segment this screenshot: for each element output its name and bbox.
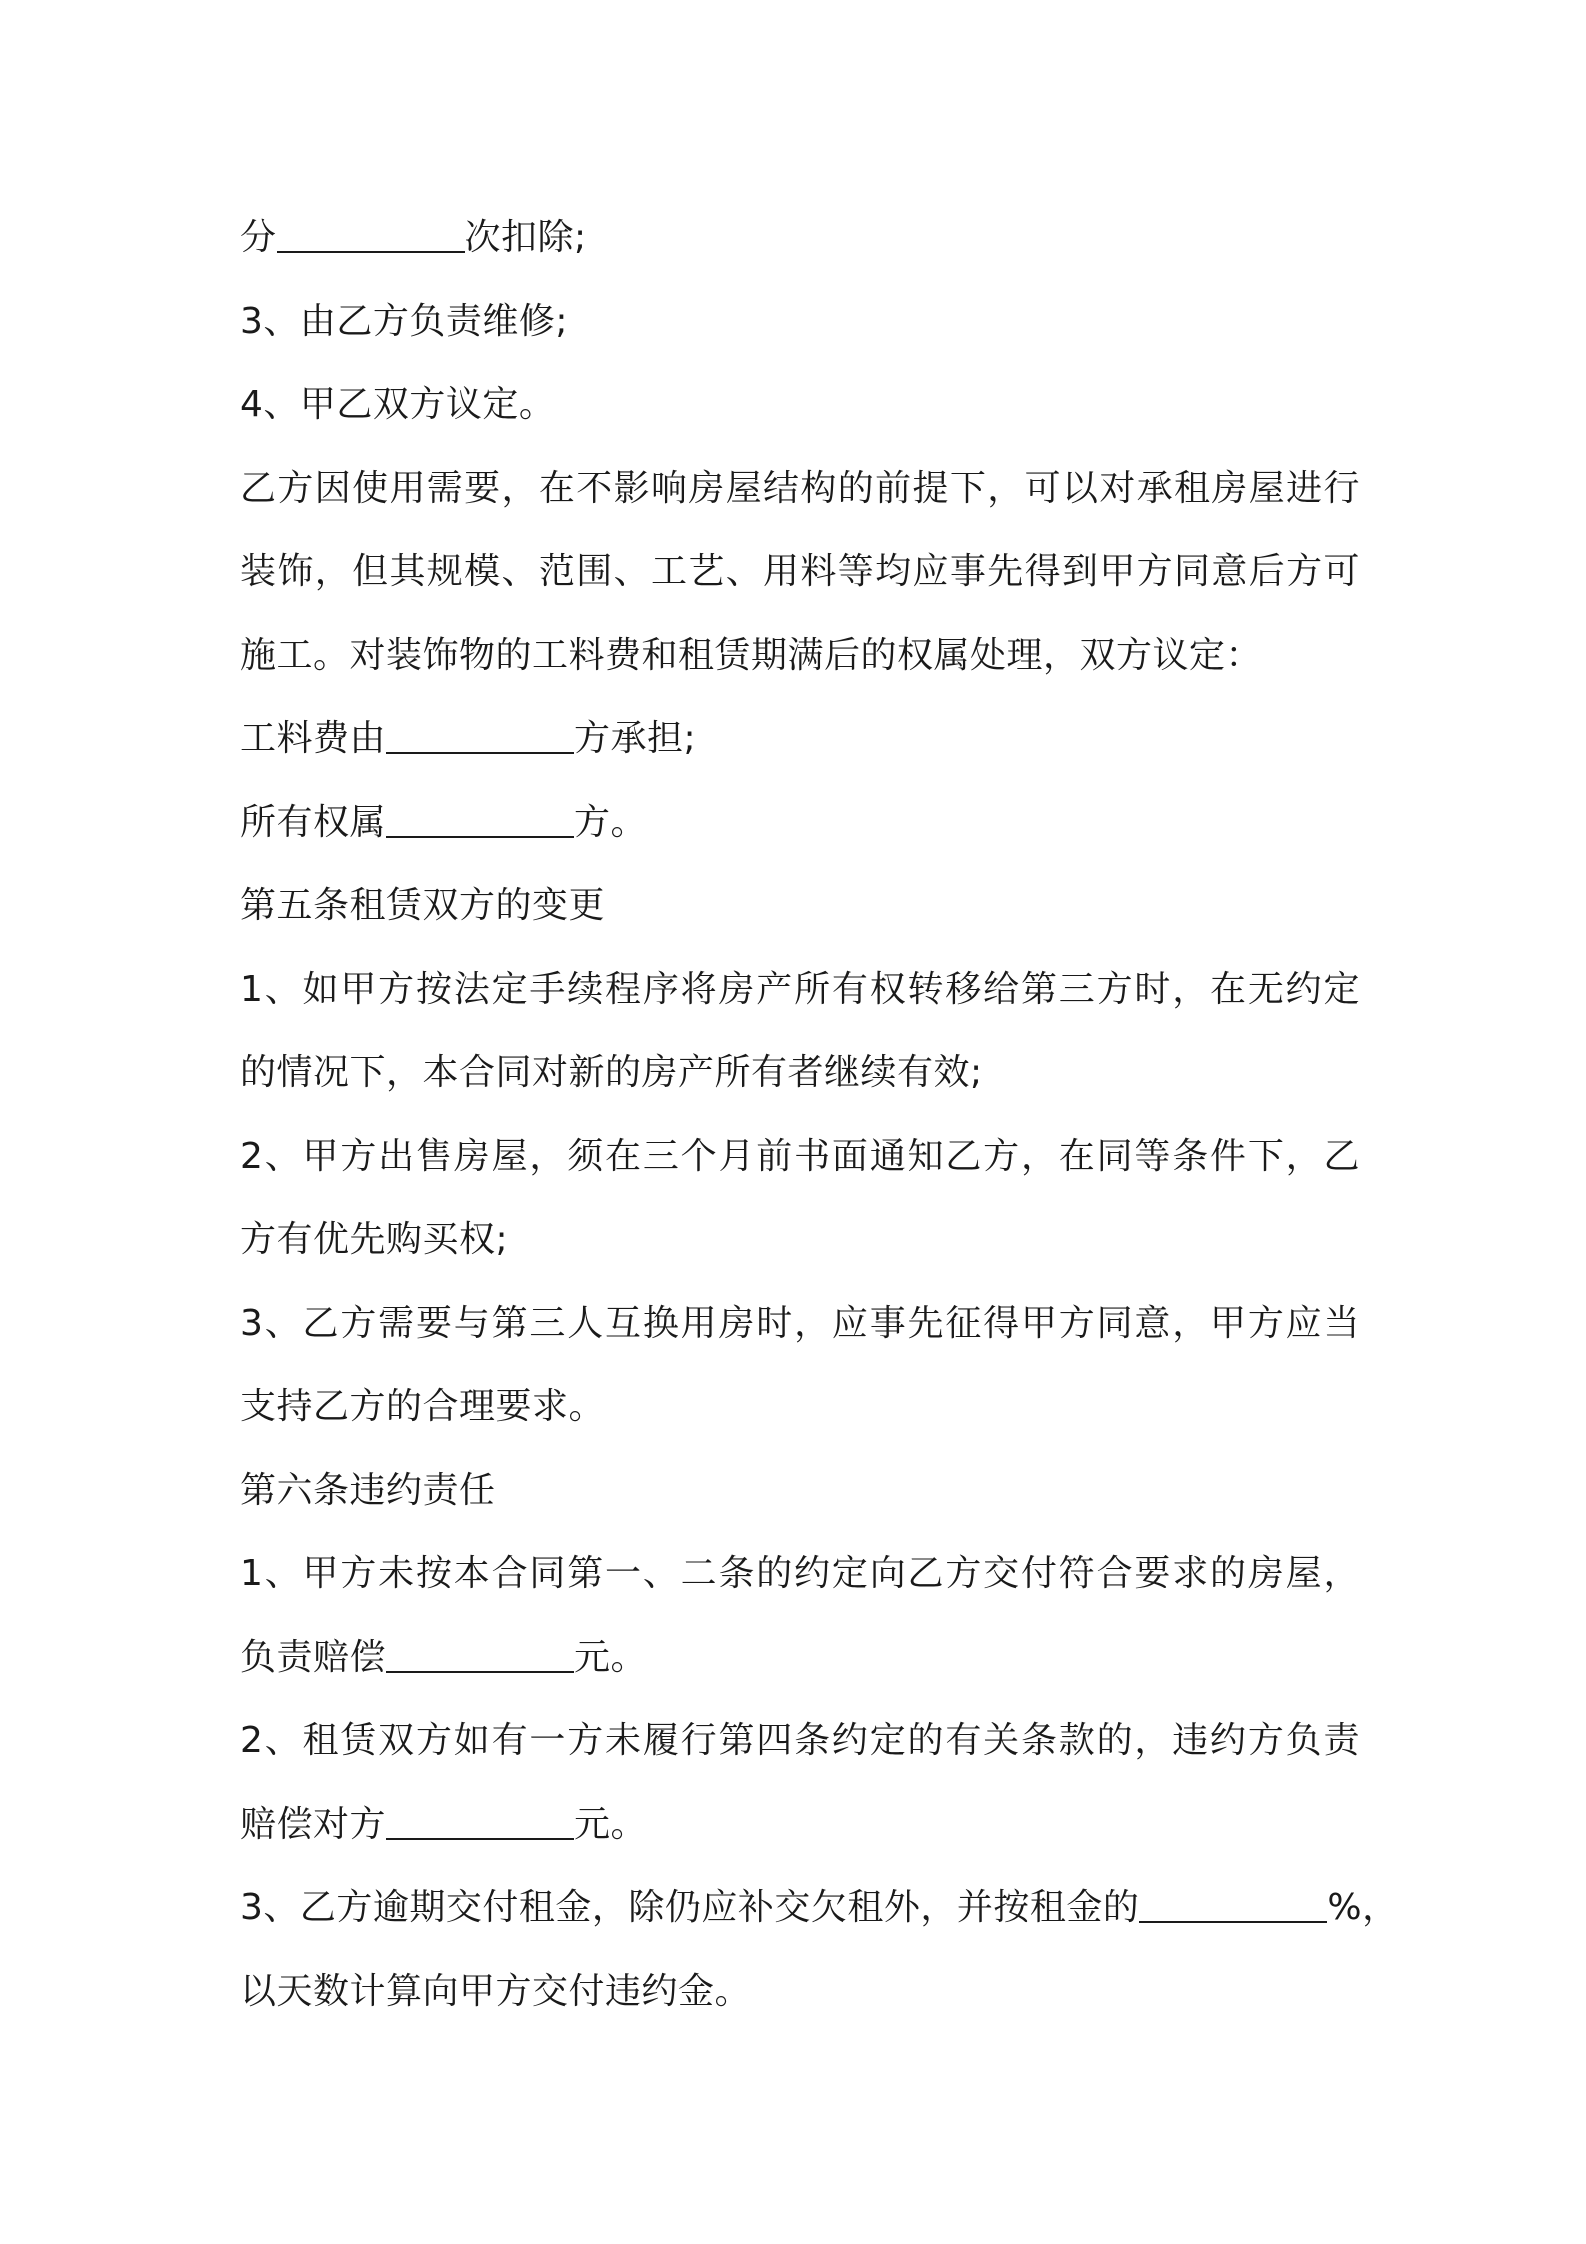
fill-in-blank — [386, 1806, 574, 1840]
text-segment: 的情况下，本合同对新的房产所有者继续有效; — [240, 1052, 983, 1093]
text-line — [240, 697, 1360, 781]
text-line — [240, 363, 1360, 447]
text-segment: 第五条租赁双方的变更 — [240, 885, 606, 926]
text-segment: 3、乙方需要与第三人互换用房时，应事先征得甲方同意，甲方应当 — [240, 1302, 1360, 1344]
text-segment: 所有权属 — [240, 801, 387, 843]
text-segment: 分 — [240, 217, 277, 258]
text-line — [240, 1866, 1399, 1950]
document-body — [240, 196, 1399, 2033]
text-segment: 4、甲乙双方议定。 — [240, 384, 556, 425]
fill-in-blank — [277, 219, 465, 253]
text-segment: 负责赔偿 — [240, 1636, 387, 1678]
text-segment: 1、甲方未按本合同第一、二条的约定向乙方交付符合要求的房屋， — [240, 1553, 1360, 1594]
text-line — [240, 1198, 1360, 1282]
text-segment: 以天数计算向甲方交付违约金。 — [240, 1970, 752, 2012]
fill-in-blank — [386, 720, 574, 754]
text-segment: 2、甲方出售房屋，须在三个月前书面通知乙方，在同等条件下，乙 — [240, 1135, 1360, 1177]
text-segment: 次扣除; — [464, 217, 587, 258]
text-segment: 方。 — [574, 801, 648, 843]
text-line — [240, 1616, 1360, 1700]
text-segment: 方有优先购买权; — [240, 1219, 509, 1260]
text-line — [240, 1783, 1360, 1867]
text-line — [240, 1365, 1360, 1449]
text-line — [240, 1699, 1360, 1783]
text-segment: 工料费由 — [240, 718, 387, 759]
text-line — [240, 196, 1360, 280]
fill-in-blank — [386, 804, 574, 838]
text-segment: 乙方因使用需要，在不影响房屋结构的前提下，可以对承租房屋进行 — [240, 467, 1360, 509]
text-line — [240, 614, 1360, 698]
text-line — [240, 447, 1360, 531]
text-segment: 3、乙方逾期交付租金，除仍应补交欠租外，并按租金的 — [240, 1887, 1140, 1928]
text-segment: 元。 — [574, 1636, 648, 1678]
text-line — [240, 1950, 1360, 2034]
text-segment: 3、由乙方负责维修; — [240, 300, 569, 342]
text-line — [240, 1282, 1360, 1366]
text-segment: 1、如甲方按法定手续程序将房产所有权转移给第三方时，在无约定 — [240, 968, 1360, 1010]
text-segment: 施工。对装饰物的工料费和租赁期满后的权属处理，双方议定： — [240, 634, 1263, 676]
text-segment: 元。 — [574, 1803, 648, 1845]
text-segment: 支持乙方的合理要求。 — [240, 1386, 606, 1427]
fill-in-blank — [1139, 1889, 1327, 1923]
text-line — [240, 1031, 1360, 1115]
text-line — [240, 280, 1360, 364]
section-heading — [240, 1449, 1360, 1533]
text-segment: 第六条违约责任 — [240, 1469, 496, 1511]
text-line — [240, 530, 1360, 614]
fill-in-blank — [386, 1639, 574, 1673]
text-line — [240, 1115, 1360, 1199]
text-line — [240, 1532, 1360, 1616]
text-segment: 装饰，但其规模、范围、工艺、用料等均应事先得到甲方同意后方可 — [240, 551, 1360, 592]
text-line — [240, 781, 1360, 865]
text-segment: 2、租赁双方如有一方未履行第四条约定的有关条款的，违约方负责 — [240, 1720, 1360, 1761]
text-segment: 赔偿对方 — [240, 1803, 387, 1845]
section-heading — [240, 864, 1360, 948]
text-segment: 方承担; — [574, 718, 697, 759]
text-line — [240, 948, 1360, 1032]
text-segment: %， — [1327, 1887, 1399, 1928]
